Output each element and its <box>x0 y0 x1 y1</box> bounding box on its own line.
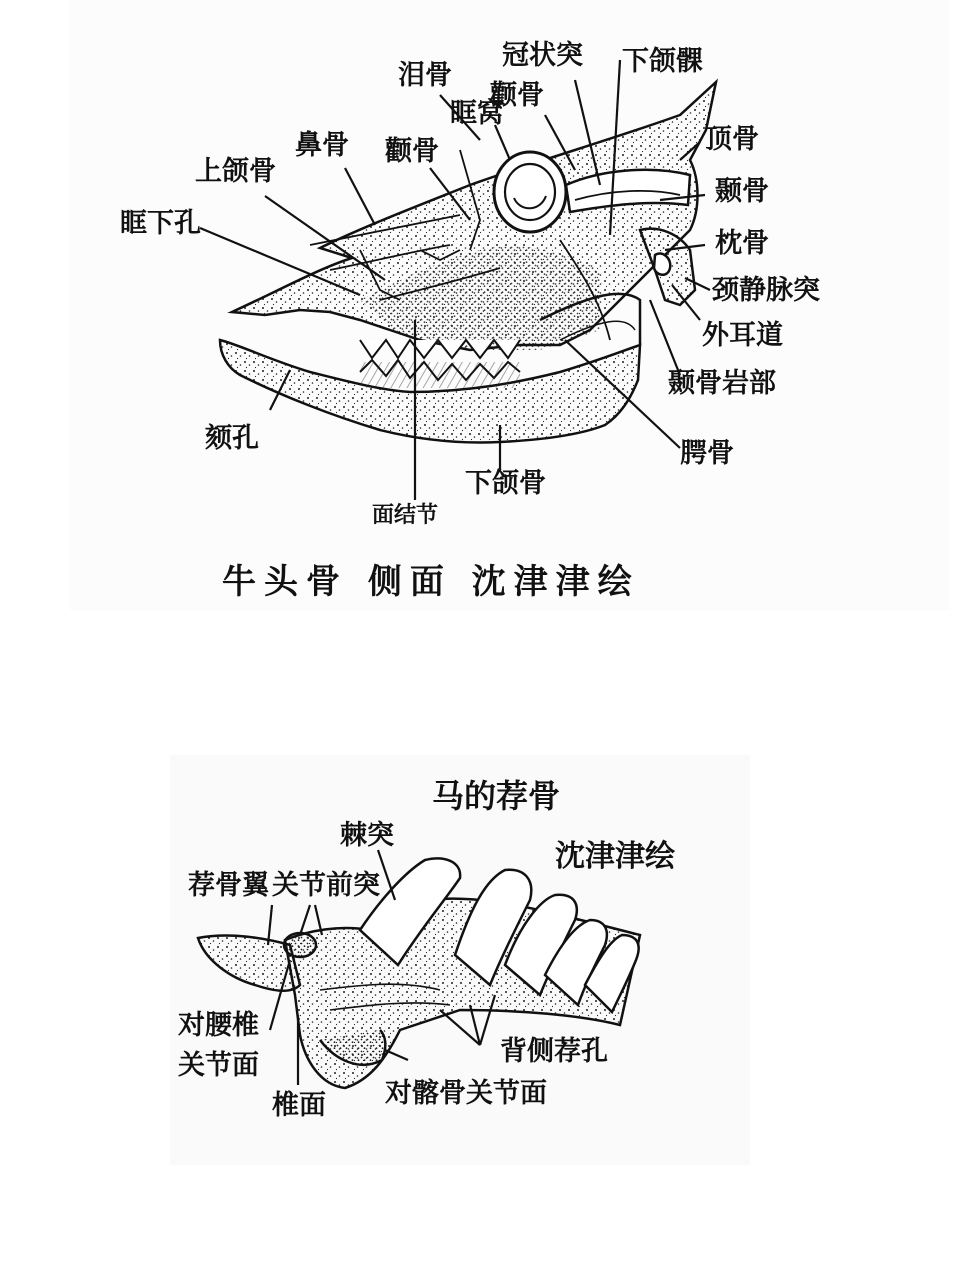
sacrum-title: 马的荐骨 <box>432 777 561 815</box>
label-maxilla: 上颌骨 <box>195 156 276 187</box>
label-sacral-wing: 荐骨翼 <box>188 870 269 901</box>
label-external-acoustic: 外耳道 <box>702 320 783 351</box>
label-facial-tuber: 面结节 <box>372 503 439 528</box>
label-mental-foramen: 颏孔 <box>205 423 259 454</box>
label-cranial-articular: 关节前突 <box>272 870 380 901</box>
label-nasal: 鼻骨 <box>295 130 349 161</box>
label-ilium-facet: 对髂骨关节面 <box>385 1078 547 1109</box>
skull-caption: 牛头骨 侧面 沈津津绘 <box>222 562 640 602</box>
label-dorsal-foramina: 背侧荐孔 <box>500 1036 608 1067</box>
label-petrous-temporal: 颞骨岩部 <box>668 368 776 399</box>
label-zygomatic: 颧骨 <box>490 80 544 111</box>
label-lumbar-facet-2: 关节面 <box>178 1050 259 1081</box>
orbit <box>494 152 566 232</box>
label-occipital: 枕骨 <box>715 228 769 259</box>
label-temporal: 颞骨 <box>715 176 769 207</box>
label-zygomatic-2: 颧骨 <box>385 136 439 167</box>
label-orbit: 眶窝 <box>450 98 504 129</box>
label-jugular-process: 颈静脉突 <box>712 275 820 306</box>
label-mandible: 下颌骨 <box>465 468 546 499</box>
label-vertebral-face: 椎面 <box>272 1090 326 1121</box>
label-coronoid: 冠状突 <box>502 40 583 71</box>
label-mandibular-condyle: 下颌髁 <box>622 46 703 77</box>
sacrum-author: 沈津津绘 <box>555 839 675 874</box>
label-infraorbital-foramen: 眶下孔 <box>120 208 201 239</box>
label-lacrimal: 泪骨 <box>398 60 452 91</box>
label-parietal: 顶骨 <box>705 124 759 155</box>
label-lumbar-facet-1: 对腰椎 <box>178 1010 259 1041</box>
label-spinous: 棘突 <box>340 820 394 851</box>
label-pterygoid: 腭骨 <box>680 438 734 469</box>
